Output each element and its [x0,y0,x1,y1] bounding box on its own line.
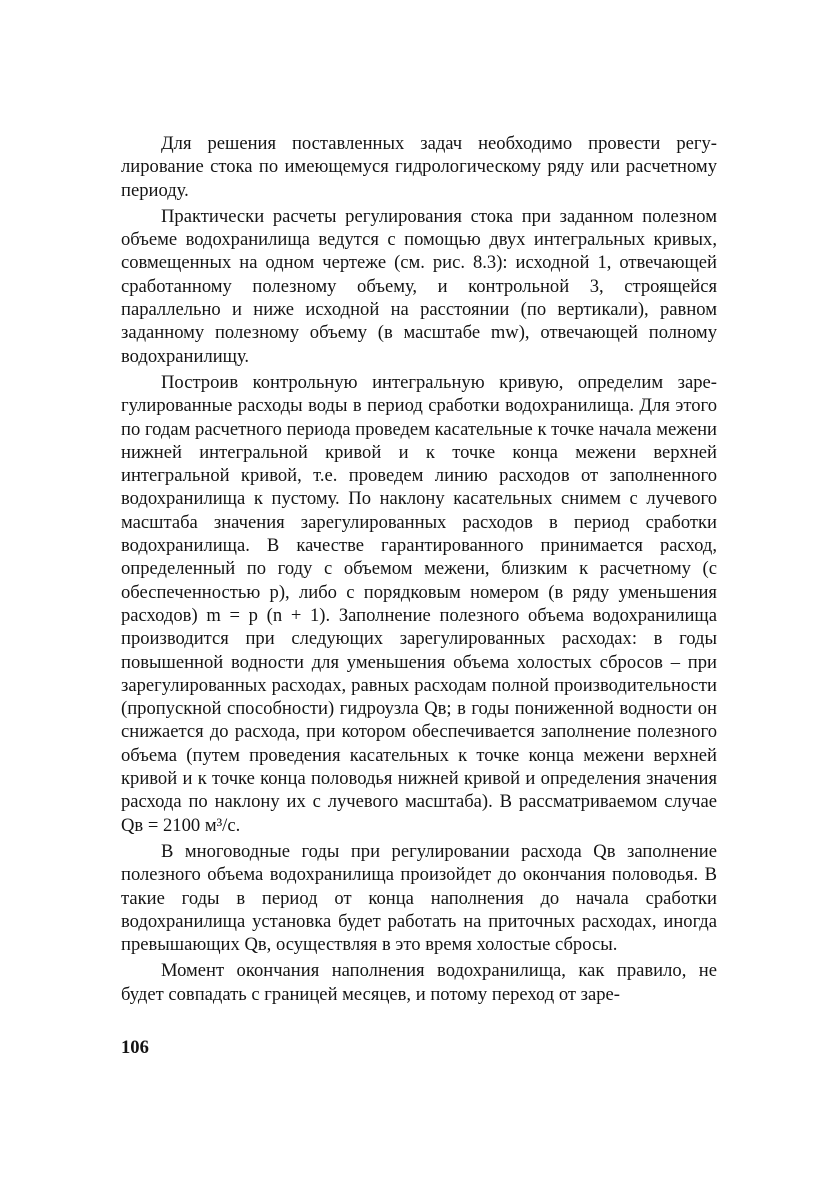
paragraph-3: Построив контрольную интегральную кривую, определим зарегулированные расходы воды в период сработки водохранилища. Для этого по годам расчетного периода проведем касательные к точке начала межени нижней интегральной кривой и к точке конца межени верхней интегральной кривой, т.е. проведем линию расходов от заполненного водохранилища к пустому. По наклону касательных снимем с лучевого масштаба значения зарегулированных расходов в период сработки водохранилища. В качестве гарантированного принимается расход, определенный по году с объемом межени, близким к расчетному (с обеспеченностью p), либо с порядковым номером (в ряду уменьшения расходов) m = p (n + 1). Заполнение полезного объема водохранилища производится при следующих зарегулированных расходах: в годы повышенной водности для уменьшения объема холостых сбросов – при зарегулированных расходах, равных расходам полной производительности (пропускной способности) гидроузла Qв; в годы пониженной водности он снижается до расхода, при котором обеспечивается заполнение полезного объема (путем проведения касательных к точке конца межени верхней кривой и к точке конца половодья нижней кривой и определения значения расхода по наклону их с лучевого масштаба). В рассматриваемом случае Qв = 2100 м³/с. [121,371,717,836]
page-body [121,132,717,1006]
paragraph-5: Момент окончания наполнения водохранилища, как правило, не будет совпадать с границей месяцев, и потому переход от заре- [121,960,717,1005]
paragraph-1: Для решения поставленных задач необходимо провести регулирование стока по имеющемуся гидрологическому ряду или расчетному периоду. [121,133,717,201]
paragraph-4: В многоводные годы при регулировании расхода Qв заполнение полезного объема водохранилища произойдет до окончания половодья. В такие годы в период от конца наполнения до начала сработки водохранилища установка будет работать на приточных расходах, иногда превышающих Qв, осуществляя в это время холостые сбросы. [121,840,717,956]
paragraph-2: Практически расчеты регулирования стока при заданном полезном объеме водохранилища ведутся с помощью двух интегральных кривых, совмещенных на одном чертеже (см. рис. 8.3): исходной 1, отвечающей сработанному полезному объему, и контрольной 3, строящейся параллельно и ниже исходной на расстоянии (по вертикали), равном заданному полезному объему (в масштабе mw), отвечающей полному водохранилищу. [121,205,717,367]
page-number: 106 [121,1037,149,1058]
